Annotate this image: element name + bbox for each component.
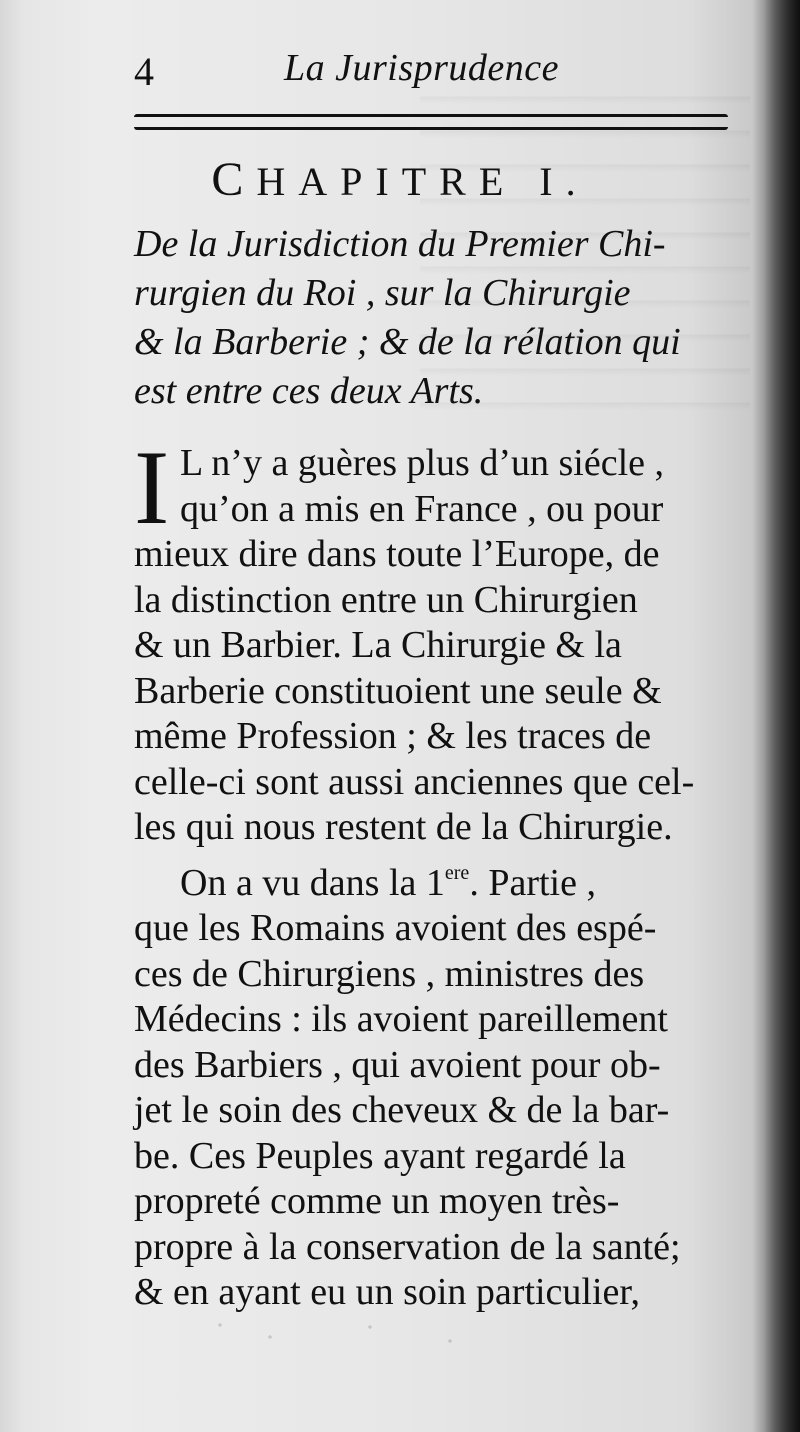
body-line: que les Romains avoient des espé- [134, 907, 657, 949]
body-line: & un Barbier. La Chirurgie & la [134, 624, 622, 666]
body-line: des Barbiers , qui avoient pour ob- [134, 1043, 661, 1086]
page-header [130, 40, 730, 100]
body-line: qu’on a mis en France , ou pour [180, 487, 664, 530]
body-line: propreté comme un moyen très- [134, 1180, 620, 1222]
body-line: la distinction entre un Chirurgien [134, 578, 638, 621]
paper-specks [210, 1315, 570, 1355]
body-line: be. Ces Peuples ayant regardé la [134, 1134, 626, 1177]
body-line: les qui nous restent de la Chirurgie. [134, 806, 673, 848]
para2-start-text: On a vu dans la 1 [180, 861, 445, 904]
body-line: celle-ci sont aussi anciennes que cel- [134, 760, 695, 803]
subtitle-line: & la Barberie ; & de la rélation qui [134, 321, 681, 363]
subtitle-line: est entre ces deux Arts. [134, 370, 484, 412]
body-line: mieux dire dans toute l’Europe, de [134, 533, 660, 575]
chapter-title-rest: HAPITRE I. [256, 159, 589, 204]
superscript-ordinal: ere [444, 861, 470, 884]
body-line: L n’y a guères plus d’un siécle , [180, 442, 664, 484]
chapter-title [0, 152, 800, 207]
body-line: Médecins : ils avoient pareillement [134, 998, 668, 1040]
body-text [134, 429, 734, 1316]
body-line: propre à la conservation de la santé; [134, 1225, 681, 1268]
body-line: jet le soin des cheveux & de la bar- [134, 1089, 670, 1131]
body-line: & en ayant eu un soin particulier, [134, 1271, 641, 1313]
body-line: même Profession ; & les traces de [134, 715, 652, 757]
page-number: 4 [134, 49, 154, 94]
subtitle-line: De la Jurisdiction du Premier Chi- [134, 223, 666, 265]
header-rule [134, 114, 728, 130]
subtitle-line: rurgien du Roi , sur la Chirurgie [134, 272, 631, 314]
gutter-shadow [764, 0, 800, 1432]
chapter-title-initial: C [211, 153, 257, 206]
para2-end-text: . Partie , [469, 861, 596, 904]
body-line: ces de Chirurgiens , ministres des [134, 952, 645, 995]
body-line: Barberie constituoient une seule & [134, 669, 662, 712]
running-head: La Jurisprudence [284, 47, 560, 89]
paragraph-start-line [134, 851, 734, 907]
chapter-subtitle [134, 220, 734, 416]
drop-cap: I [134, 429, 170, 546]
